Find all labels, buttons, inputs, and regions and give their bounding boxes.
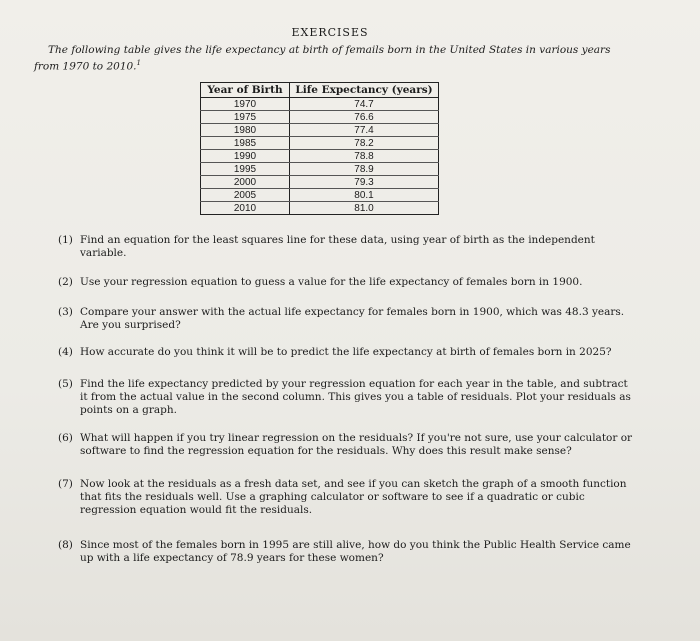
- intro-line-2: from 1970 to 2010.: [34, 60, 137, 73]
- exercises-heading: EXERCISES: [291, 26, 369, 39]
- life-expectancy-cell: 79.3: [290, 176, 439, 189]
- question-item: [58, 432, 633, 458]
- question-item: [58, 539, 633, 565]
- question-text: Since most of the females born in 1995 are still alive, how do you think the Public Health Service came up with a life expectancy of 78.9 years for these women?: [80, 539, 631, 564]
- life-expectancy-cell: 76.6: [290, 111, 439, 124]
- table-row: [201, 150, 439, 163]
- question-text: How accurate do you think it will be to predict the life expectancy at birth of females born in 2025?: [80, 346, 612, 358]
- question-item: [58, 234, 633, 260]
- question-number: (2): [58, 276, 73, 288]
- year-cell: 2010: [201, 202, 290, 215]
- header-year: Year of Birth: [201, 83, 290, 98]
- question-number: (5): [58, 378, 73, 390]
- life-expectancy-cell: 81.0: [290, 202, 439, 215]
- question-text: What will happen if you try linear regression on the residuals? If you're not sure, use your calculator or software to find the regression equation for the residuals. Why does this result make sense?: [80, 432, 633, 457]
- table-row: [201, 163, 439, 176]
- footnote-mark: 1: [136, 59, 141, 67]
- year-cell: 1990: [201, 150, 290, 163]
- intro-paragraph: [34, 44, 648, 74]
- table-header-row: [201, 83, 439, 98]
- question-text: Use your regression equation to guess a value for the life expectancy of females born in 1900.: [80, 276, 583, 288]
- question-text: Now look at the residuals as a fresh data set, and see if you can sketch the graph of a smooth function that fits the residuals well. Use a graphing calculator or software to see if a quadratic or cubic regression equation would fit the residuals.: [80, 478, 627, 516]
- table-row: [201, 98, 439, 111]
- table-row: [201, 189, 439, 202]
- table-row: [201, 137, 439, 150]
- question-number: (6): [58, 432, 73, 444]
- year-cell: 2000: [201, 176, 290, 189]
- year-cell: 2005: [201, 189, 290, 202]
- life-expectancy-cell: 78.8: [290, 150, 439, 163]
- life-expectancy-cell: 77.4: [290, 124, 439, 137]
- life-expectancy-cell: 80.1: [290, 189, 439, 202]
- life-expectancy-cell: 78.9: [290, 163, 439, 176]
- life-expectancy-cell: 74.7: [290, 98, 439, 111]
- year-cell: 1985: [201, 137, 290, 150]
- question-text: Find the life expectancy predicted by your regression equation for each year in the table, and subtract it from the actual value in the second column. This gives you a table of residuals. Plot your residuals as points on a graph.: [80, 378, 631, 416]
- question-item: [58, 478, 633, 517]
- question-item: [58, 276, 633, 289]
- table-row: [201, 176, 439, 189]
- life-expectancy-table: [200, 82, 439, 215]
- question-text: Compare your answer with the actual life expectancy for females born in 1900, which was 48.3 years. Are you surprised?: [80, 306, 625, 331]
- question-item: [58, 378, 633, 417]
- year-cell: 1980: [201, 124, 290, 137]
- header-life-expectancy: Life Expectancy (years): [290, 83, 439, 98]
- table-row: [201, 124, 439, 137]
- question-number: (4): [58, 346, 73, 358]
- question-text: Find an equation for the least squares line for these data, using year of birth as the independent variable.: [80, 234, 595, 259]
- table-row: [201, 202, 439, 215]
- life-expectancy-cell: 78.2: [290, 137, 439, 150]
- year-cell: 1970: [201, 98, 290, 111]
- question-number: (3): [58, 306, 73, 318]
- question-number: (7): [58, 478, 73, 490]
- year-cell: 1975: [201, 111, 290, 124]
- table-row: [201, 111, 439, 124]
- question-item: [58, 346, 633, 359]
- year-cell: 1995: [201, 163, 290, 176]
- question-number: (8): [58, 539, 73, 551]
- intro-line-1: The following table gives the life expectancy at birth of femails born in the United States in various years: [48, 44, 611, 56]
- question-item: [58, 306, 633, 332]
- question-number: (1): [58, 234, 73, 246]
